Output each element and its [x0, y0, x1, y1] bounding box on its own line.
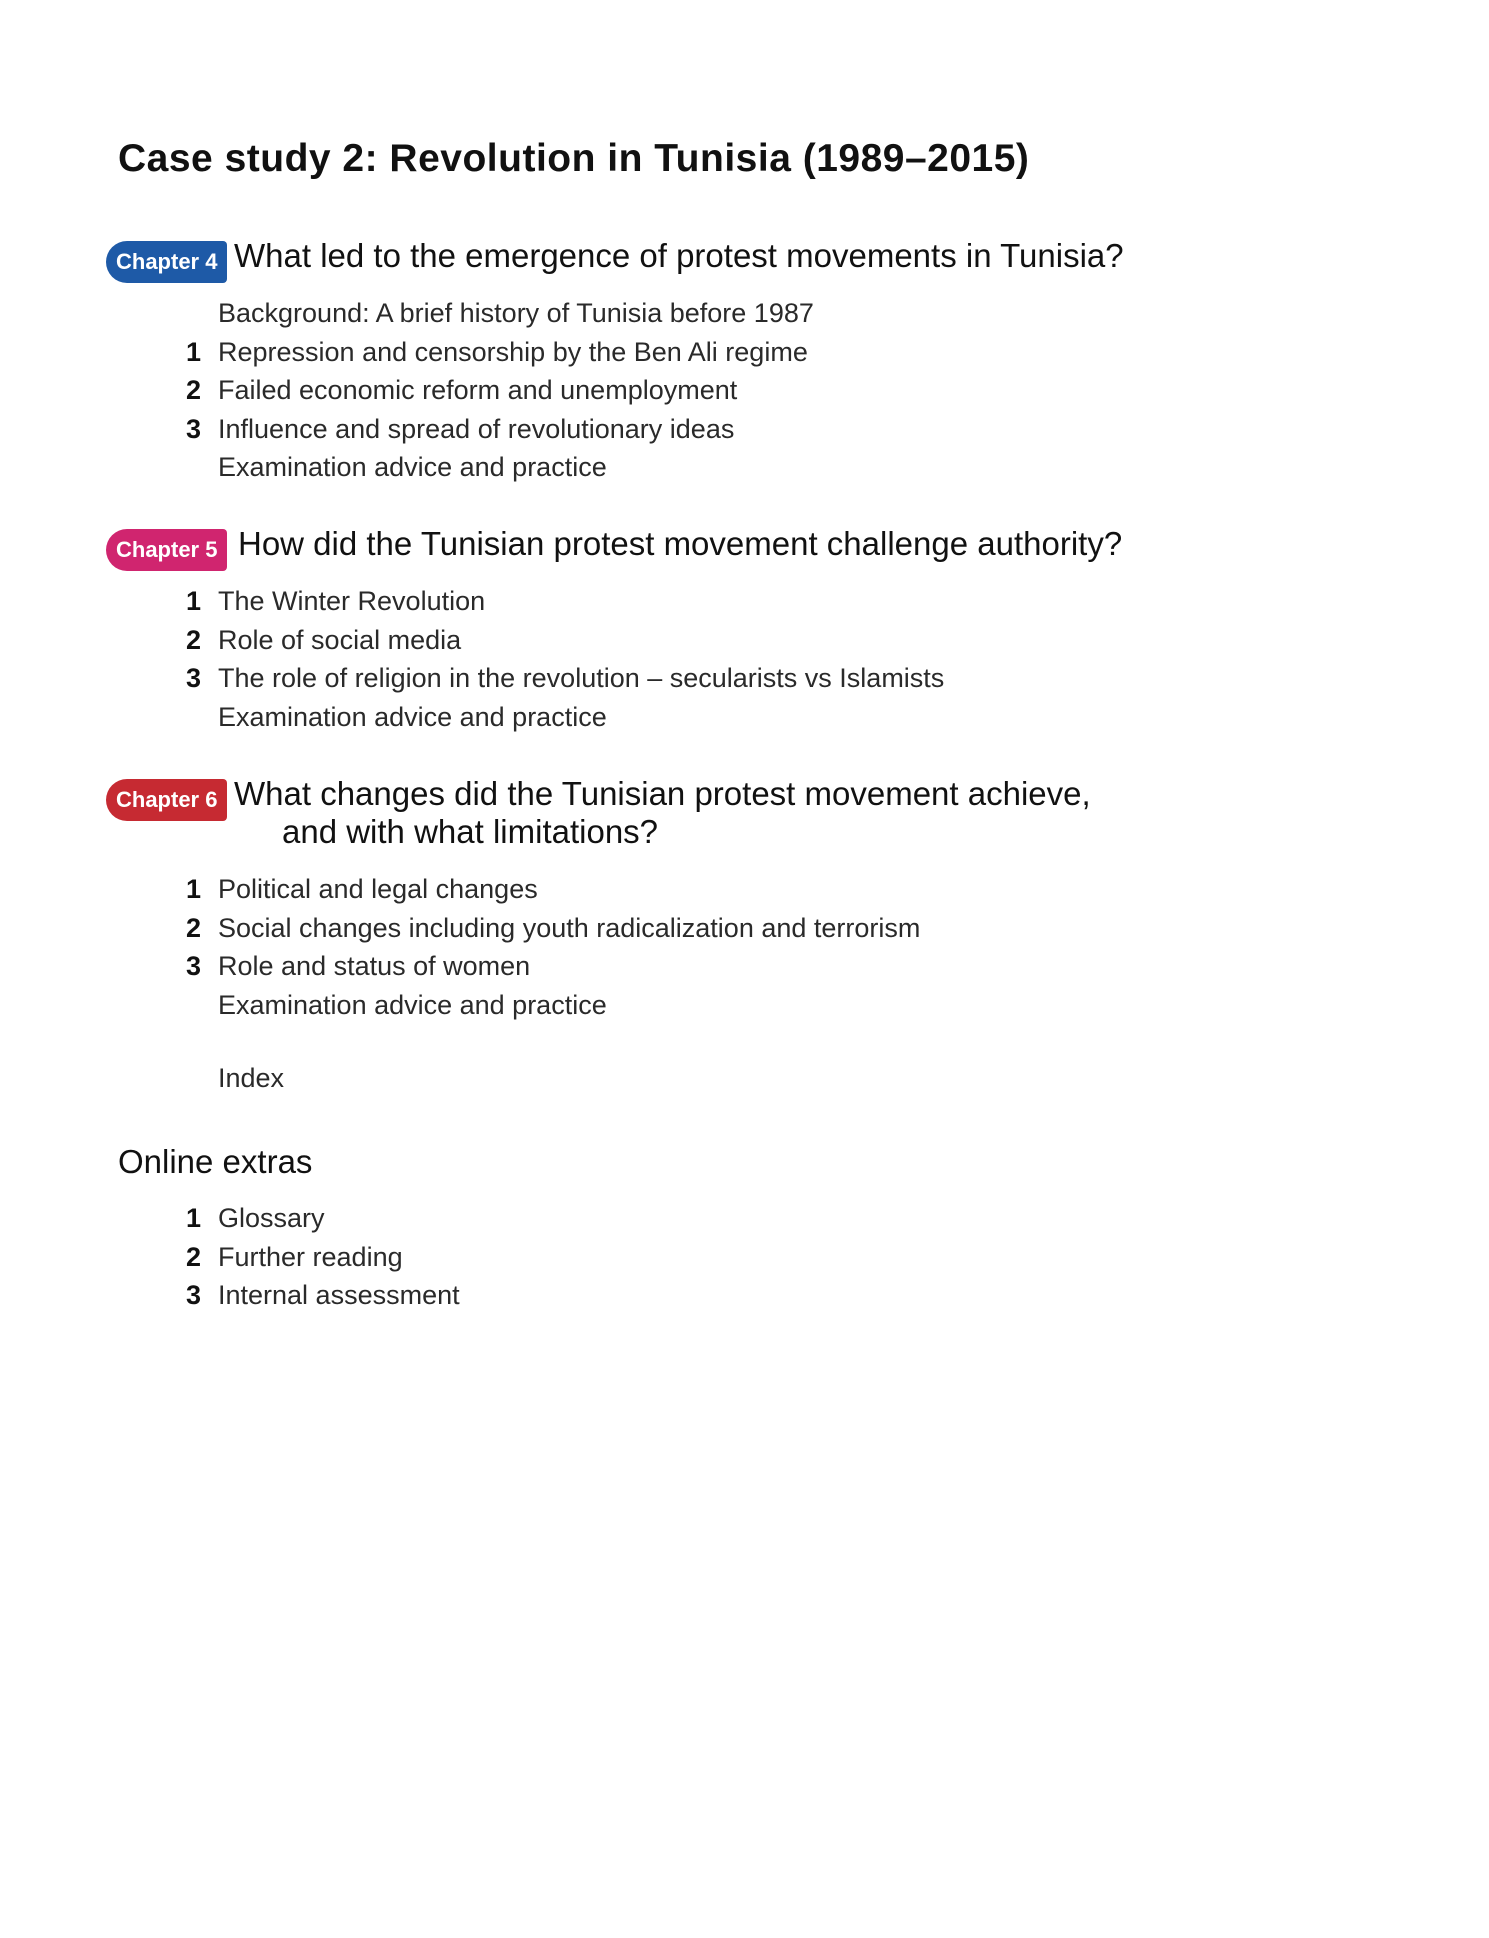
chapter-question-line: What changes did the Tunisian protest movement achieve,: [234, 775, 1091, 812]
item-number: 1: [186, 874, 202, 904]
item-number: 1: [186, 1203, 202, 1233]
item-number: 3: [186, 1280, 202, 1310]
item-text: Examination advice and practice: [218, 989, 607, 1020]
item-text: Repression and censorship by the Ben Ali regime: [218, 336, 808, 367]
item-text: Examination advice and practice: [218, 452, 607, 482]
item-text: Failed economic reform and unemployment: [218, 375, 738, 405]
item-number: 3: [186, 413, 202, 444]
item-text: Examination advice and practice: [218, 701, 607, 732]
chapter-badge[interactable]: Chapter 4: [106, 241, 227, 283]
item-text: Glossary: [218, 1203, 325, 1233]
chapter-badge[interactable]: Chapter 6: [106, 779, 227, 821]
chapter-question-line: What led to the emergence of protest movements in Tunisia?: [234, 237, 1124, 274]
item-number: 2: [186, 912, 202, 943]
item-text: The role of religion in the revolution – secularists vs Islamists: [218, 663, 945, 693]
chapter-badge[interactable]: Chapter 5: [106, 529, 227, 571]
online-extras-title: Online extras: [118, 1143, 313, 1180]
chapter-question[interactable]: [234, 237, 1124, 275]
item-text: Role and status of women: [218, 951, 531, 981]
item-text: Political and legal changes: [218, 874, 538, 904]
chapter-question-line: and with what limitations?: [282, 813, 659, 850]
chapter-4-section: [106, 237, 1406, 482]
item-number: 2: [186, 1241, 202, 1272]
item-number: 2: [186, 375, 202, 405]
item-number: 2: [186, 624, 202, 655]
item-number: 1: [186, 586, 202, 616]
item-number: 3: [186, 951, 202, 981]
index-entry[interactable]: Index: [218, 1063, 285, 1093]
chapter-heading: [106, 237, 1406, 281]
item-text: Influence and spread of revolutionary ideas: [218, 413, 735, 444]
chapter-heading: [106, 525, 1406, 569]
item-text: Background: A brief history of Tunisia before 1987: [218, 298, 814, 328]
page-title: Case study 2: Revolution in Tunisia (1989–2015): [118, 137, 1030, 180]
item-text: Role of social media: [218, 624, 462, 655]
chapter-question-line: How did the Tunisian protest movement challenge authority?: [238, 525, 1123, 562]
chapter-question[interactable]: [238, 525, 1122, 563]
item-text: Internal assessment: [218, 1280, 460, 1310]
chapter-heading: [106, 775, 1406, 850]
chapter-5-section: [106, 525, 1406, 732]
item-number: 1: [186, 336, 202, 367]
item-text: Further reading: [218, 1241, 403, 1272]
chapter-6-section: [106, 775, 1406, 1020]
chapter-question[interactable]: [234, 775, 1091, 851]
item-text: The Winter Revolution: [218, 586, 486, 616]
item-text: Social changes including youth radicalization and terrorism: [218, 912, 921, 943]
item-number: 3: [186, 663, 202, 693]
